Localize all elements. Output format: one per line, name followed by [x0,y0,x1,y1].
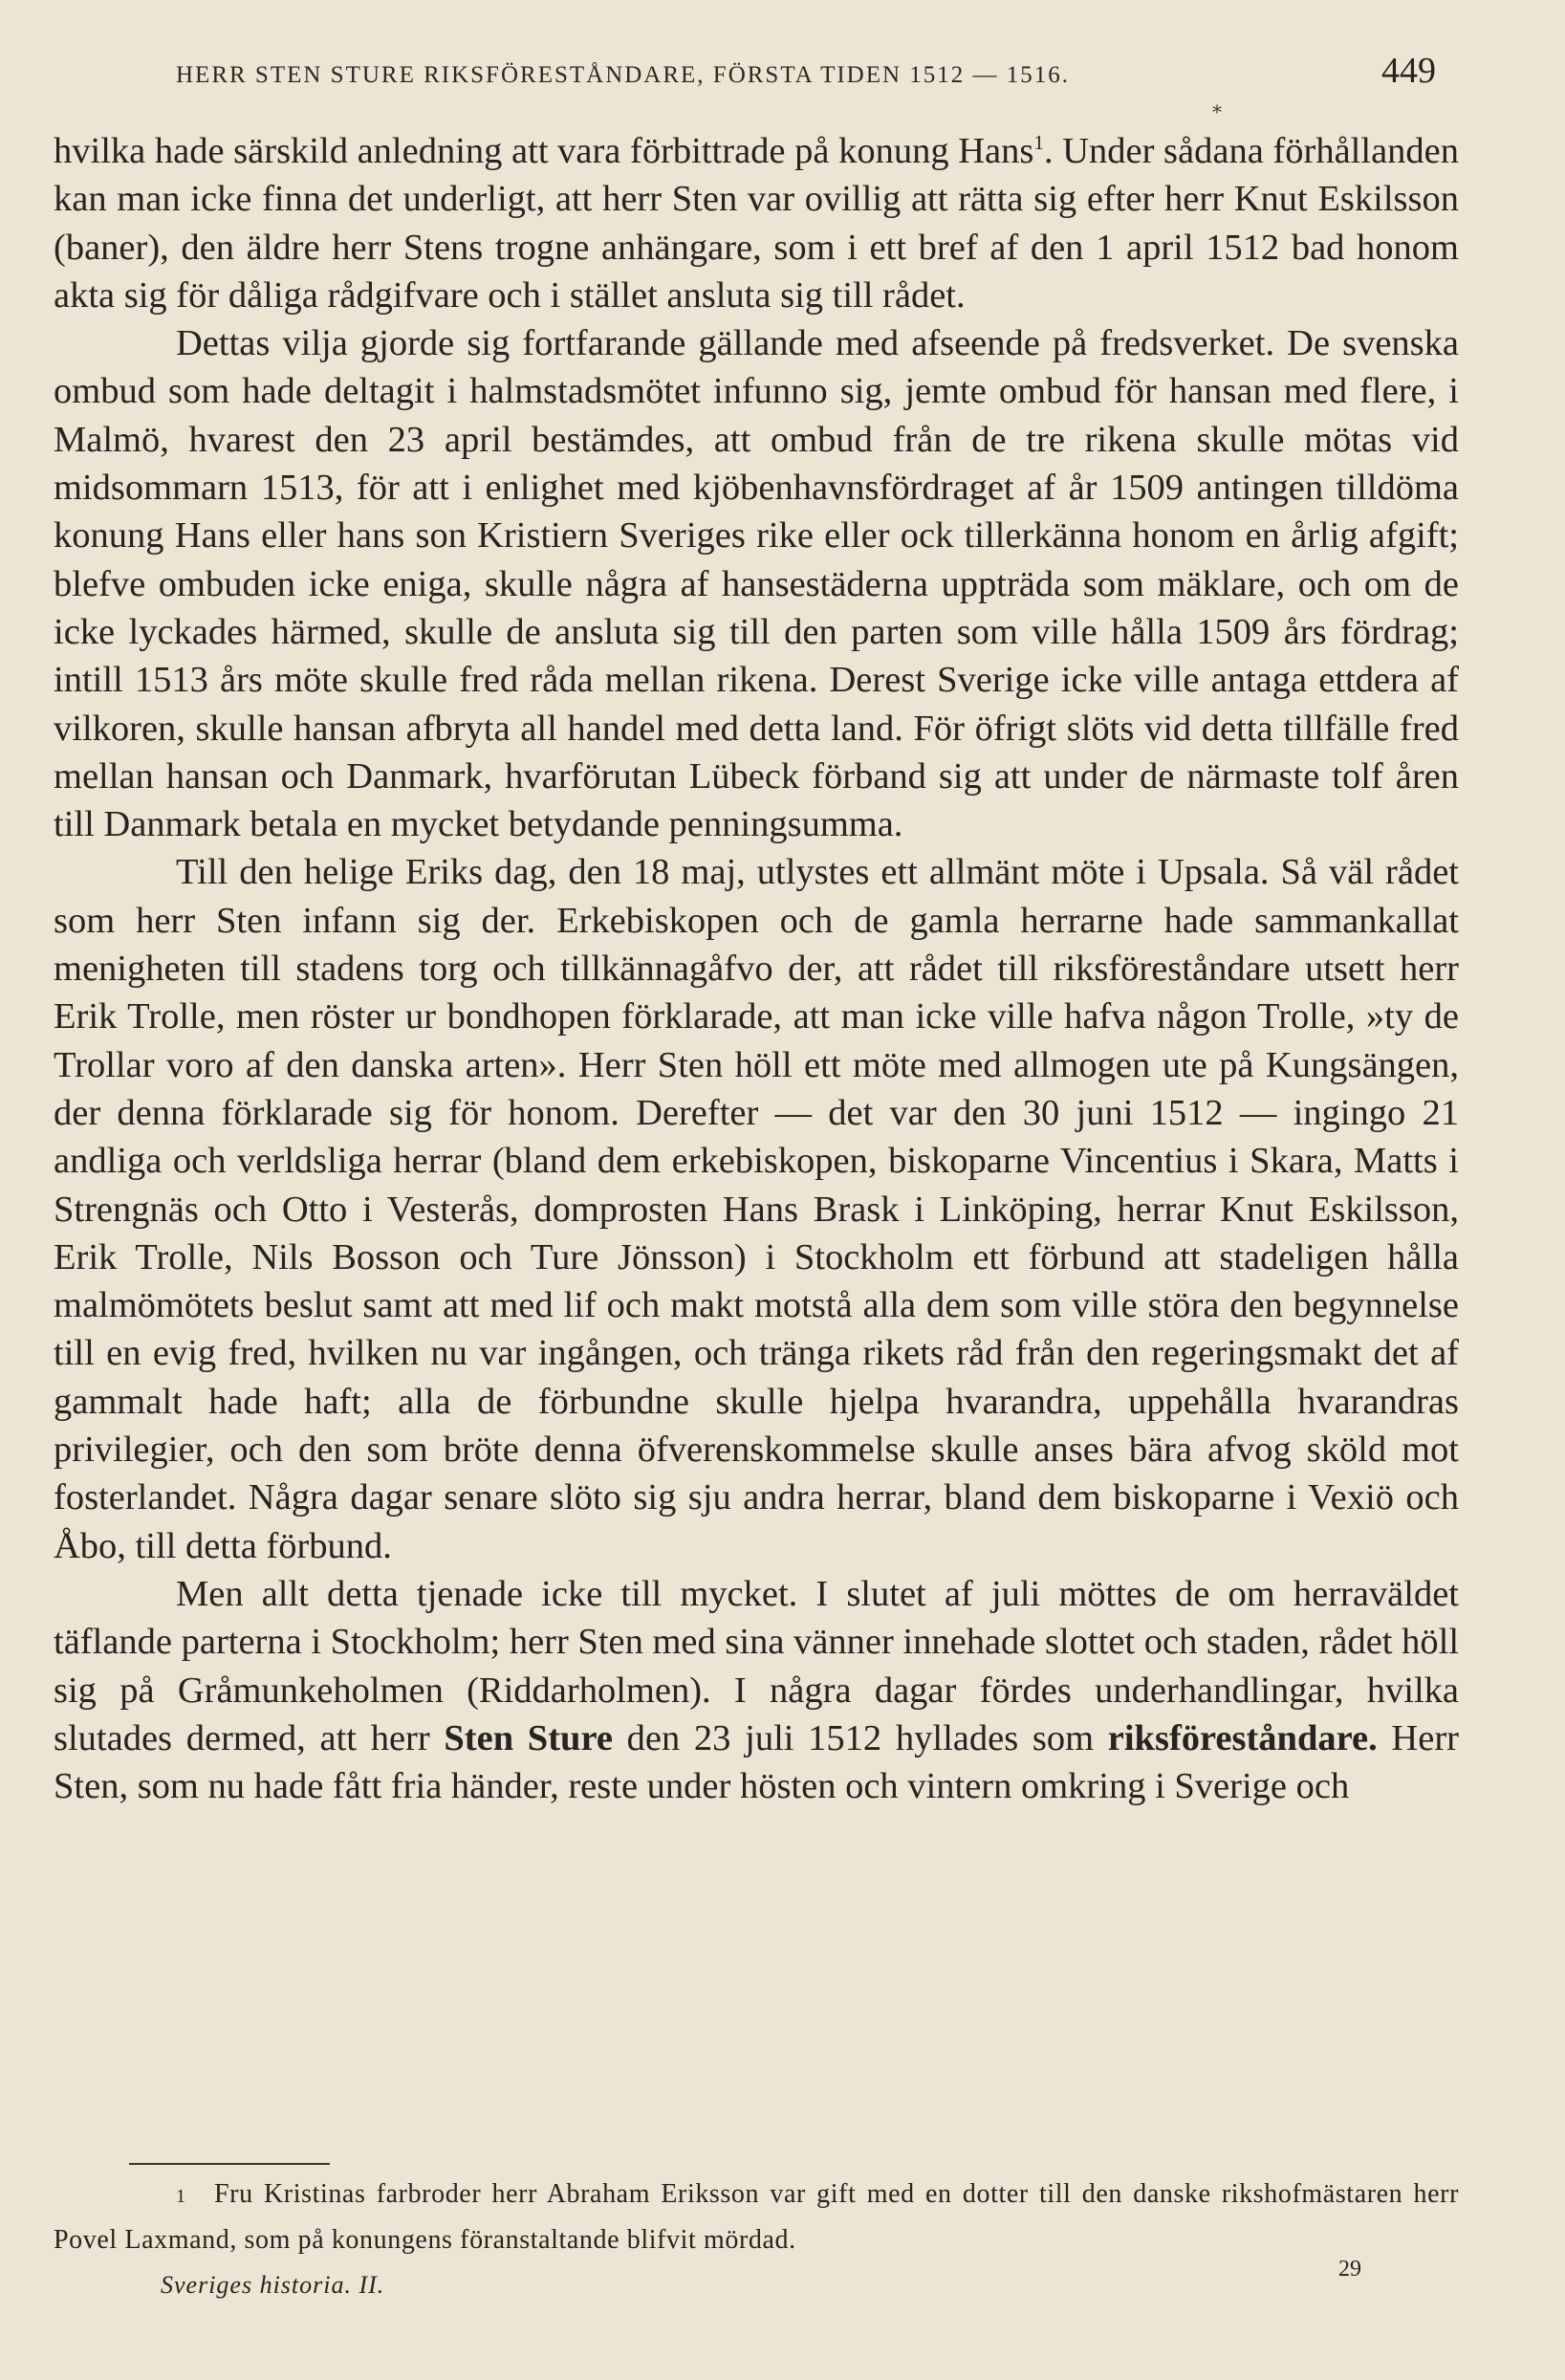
footnote-text: Fru Kristinas farbroder herr Abraham Eriksson var gift med en dotter till den danske rikshofmästaren herr Povel Laxmand, som på konungens föranstaltande blifvit mördad. [54,2179,1459,2255]
page-number: 449 [1381,51,1436,91]
footnote-mark: 1 [176,2186,186,2207]
page-header [176,50,1436,92]
signature-line: Sveriges historia. II. [161,2271,385,2299]
footnote [54,2173,1459,2262]
paragraph-4: Men allt detta tjenade icke till mycket. I slutet af juli möttes de om herraväldet täflande parterna i Stockholm; herr Sten med sina vänner innehade slottet och staden, rådet höll sig på Gråmunkeholmen (Riddarholmen). I några dagar fördes underhandlingar, hvilka slutades dermed, att herr Sten Sture den 23 juli 1512 hyllades som riksföreståndare. Herr Sten, som nu hade fått fria händer, reste under hösten och vintern omkring i Sverige och [54,1573,1460,1807]
paragraph-2: Dettas vilja gjorde sig fortfarande gällande med afseende på fredsverket. De svenska ombud som hade deltagit i halmstadsmötet infunno sig, jemte ombud för hansan med flere, i Malmö, hvarest den 23 april bestämdes, att ombud från de tre rikena skulle mötas vid midsommarn 1513, för att i enlighet med kjöbenhavnsfördraget af år 1509 antingen tilldöma konung Hans eller hans son Kristiern Sveriges rike eller ock tillerkänna honom en årlig afgift; blefve ombuden icke eniga, skulle några af hansestäderna uppträda som mäklare, och om de icke lyckades härmed, skulle de ansluta sig till den parten som ville hålla 1509 års fördrag; intill 1513 års möte skulle fred råda mellan rikena. Derest Sverige icke ville antaga ettdera af vilkoren, skulle hansan afbryta all handel med detta land. För öfrigt slöts vid detta tillfälle fred mellan hansan och Danmark, hvarförutan Lübeck förband sig att under de närmaste tolf åren till Danmark betala en mycket betydande penningsumma. [54,323,1459,845]
paragraph-3: Till den helige Eriks dag, den 18 maj, utlystes ett allmänt möte i Upsala. Så väl rådet som herr Sten infann sig der. Erkebiskopen och de gamla herrarne hade sammankallat menigheten till stadens torg och tillkännagåfvo der, att rådet till riksföreståndare utsett herr Erik Trolle, men röster ur bondhopen förklarade, att man icke ville hafva någon Trolle, »ty de Trollar voro af den danska arten». Herr Sten höll ett möte med allmogen ute på Kungsängen, der denna förklarade sig för honom. Derefter — det var den 30 juni 1512 — ingingo 21 andliga och verldsliga herrar (bland dem erkebiskopen, biskoparne Vincentius i Skara, Matts i Strengnäs och Otto i Vesterås, domprosten Hans Brask i Linköping, herrar Knut Eskilsson, Erik Trolle, Nils Bosson och Ture Jönsson) i Stockholm ett förbund att stadeligen hålla malmömötets beslut samt att med lif och makt motstå alla dem som ville störa den begynnelse till en evig fred, hvilken nu var ingången, och tränga rikets råd från den regeringsmakt det af gammalt hade haft; alla de förbundne skulle hjelpa hvarandra, uppehålla hvarandras privilegier, och den som bröte denna öfverenskommelse skulle anses bära afvog sköld mot fosterlandet. Några dagar senare slöto sig sju andra herrar, bland dem biskoparne i Vexiö och Åbo, till detta förbund. [54,852,1459,1566]
body-text [54,127,1459,1810]
running-head: HERR STEN STURE RIKSFÖRESTÅNDARE, FÖRSTA TIDEN 1512 — 1516. [176,62,1071,88]
footnote-divider [129,2163,330,2165]
sheet-number: 29 [1338,2257,1361,2282]
footnote-reference: 1 [1033,131,1044,155]
bold-title: riksföreståndare. [1107,1717,1378,1758]
paragraph-1: hvilka hade särskild anledning att vara förbittrade på konung Hans$^1$. Under sådana förhållanden kan man icke finna det underligt, att herr Sten var ovillig att rätta sig efter herr Knut Eskilsson (baner), den äldre herr Stens trogne anhängare, som i ett bref af den 1 april 1512 bad honom akta sig för dåliga rådgifvare och i stället ansluta sig till rådet. [54,131,1459,316]
bold-name: Sten Sture [444,1717,613,1758]
printer-mark: * [1212,100,1222,123]
